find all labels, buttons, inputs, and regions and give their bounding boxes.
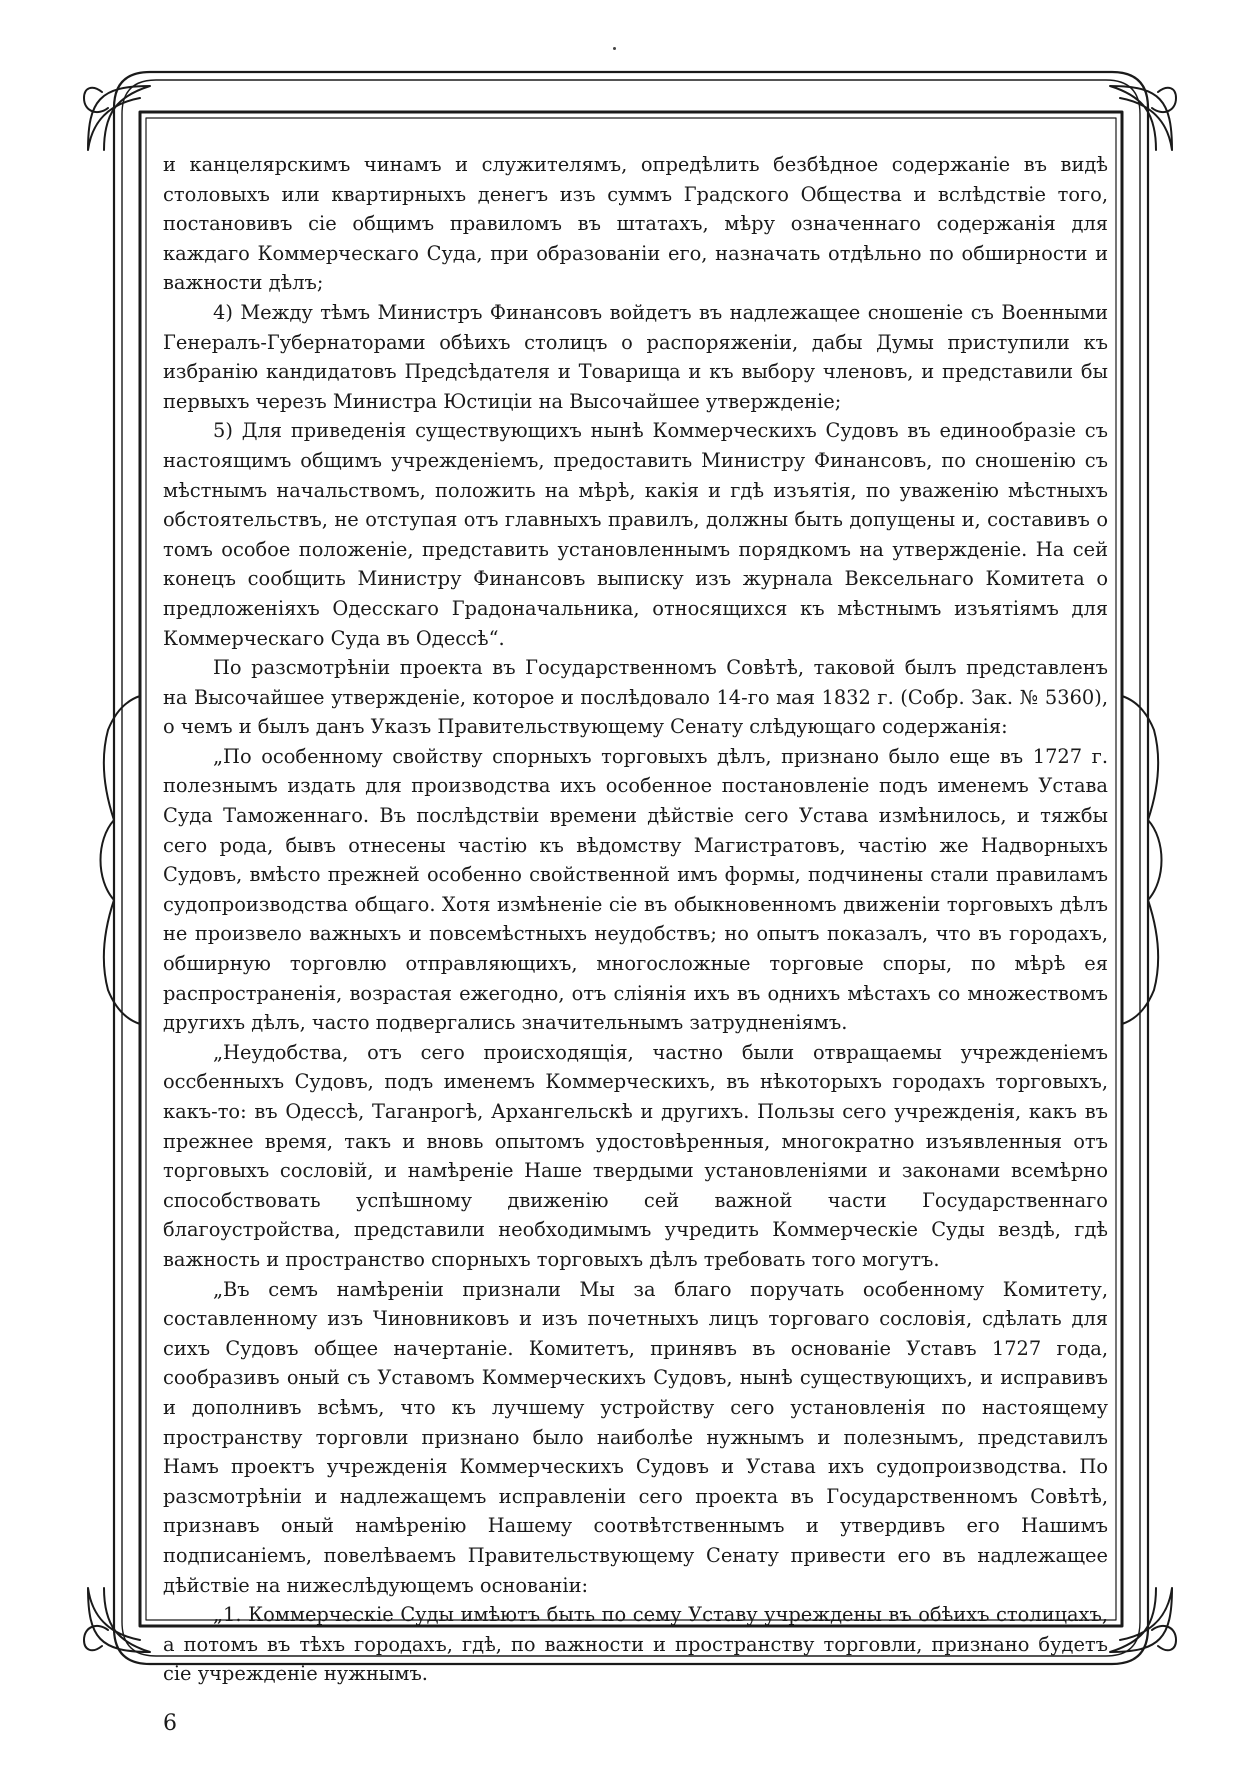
paragraph: „Неудобства, отъ сего происходящія, частно были отвращаемы учрежденіемъ оссбенныхъ Судовъ, подъ именемъ Коммерческихъ, въ нѣкоторыхъ городахъ торговыхъ, какъ-то: въ Одессѣ, Таганрогѣ, Архангельскѣ и другихъ. Пользы сего учрежденія, какъ въ прежнее время, такъ и вновь опытомъ удостовѣренныя, многократно изъявленныя отъ торговыхъ сословій, и намѣреніе Наше твердыми установленіями и законами всемѣрно способствовать успѣшному движенію сей важной части Государственнаго благоустройства, представили необходимымъ учредить Коммерческіе Суды вездѣ, гдѣ важность и пространство спорныхъ торговыхъ дѣлъ требовать того могутъ. — [163, 1040, 1108, 1271]
page-number: 6 — [163, 1711, 177, 1736]
paragraph: 4) Между тѣмъ Министръ Финансовъ войдетъ въ надлежащее сношеніе съ Военными Генералъ-Губернаторами обѣихъ столицъ о распоряженіи, дабы Думы приступили къ избранію кандидатовъ Предсѣдателя и Товарища и къ выбору членовъ, и представили бы первыхъ черезъ Министра Юстиціи на Высочайшее утвержденіе; — [163, 300, 1108, 413]
corner-flourish-bottom-right — [1110, 1588, 1176, 1652]
corner-flourish-bottom-left — [84, 1588, 150, 1652]
printer-mark-dot — [613, 47, 616, 50]
side-flourish-right — [1122, 696, 1162, 1024]
paragraph: „Въ семъ намѣреніи признали Мы за благо поручать особенному Комитету, составленному изъ Чиновниковъ и изъ почетныхъ лицъ торговаго сословія, сдѣлать для сихъ Судовъ общее начертаніе. Комитетъ, принявъ въ основаніе Уставъ 1727 года, сообразивъ оный съ Уставомъ Коммерческихъ Судовъ, нынѣ существующихъ, и исправивъ и дополнивъ всѣмъ, что къ лучшему устройству сего установленія по настоящему пространству торговли признано было наиболѣе нужнымъ и полезнымъ, представилъ Намъ проектъ учрежденія Коммерческихъ Судовъ и Устава ихъ судопроизводства. По разсмотрѣніи и надлежащемъ исправленіи сего проекта въ Государственномъ Совѣтѣ, признавъ оный намѣренію Нашему соотвѣтственнымъ и утвердивъ его Нашимъ подписаніемъ, повелѣваемъ Правительствующему Сенату привести его въ надлежащее дѣйствіе на нижеслѣдующемъ основаніи: — [163, 1277, 1108, 1597]
body-text — [163, 150, 1108, 1689]
paragraph: 5) Для приведенія существующихъ нынѣ Коммерческихъ Судовъ въ единообразіе съ настоящимъ общимъ учрежденіемъ, предоставить Министру Финансовъ, по сношенію съ мѣстнымъ начальствомъ, положить на мѣрѣ, какія и гдѣ изъятія, по уваженію мѣстныхъ обстоятельствъ, не отступая отъ главныхъ правилъ, должны быть допущены и, составивъ о томъ особое положеніе, представить установленнымъ порядкомъ на утвержденіе. На сей конецъ сообщить Министру Финансовъ выписку изъ журнала Вексельнаго Комитета о предложеніяхъ Одесскаго Градоначальника, относящихся къ мѣстнымъ изъятіямъ для Коммерческаго Суда въ Одессѣ“. — [163, 419, 1108, 650]
corner-flourish-top-left — [84, 86, 150, 150]
side-flourish-left — [101, 696, 141, 1024]
paragraph: и канцелярскимъ чинамъ и служителямъ, опредѣлить безбѣдное содержаніе въ видѣ столовыхъ или квартирныхъ денегъ изъ суммъ Градского Общества и вслѣдствіе того, постановивъ сіе общимъ правиломъ въ штатахъ, мѣру означеннаго содержанія для каждаго Коммерческаго Суда, при образованіи его, назначать отдѣльно по обширности и важности дѣлъ; — [163, 153, 1108, 295]
paragraph: „По особенному свойству спорныхъ торговыхъ дѣлъ, признано было еще въ 1727 г. полезнымъ издать для производства ихъ особенное постановленіе подъ именемъ Устава Суда Таможеннаго. Въ послѣдствіи времени дѣйствіе сего Устава измѣнилось, и тяжбы сего рода, бывъ отнесены частію къ вѣдомству Магистратовъ, частію же Надворныхъ Судовъ, вмѣсто прежней особенно свойственной имъ формы, подчинены стали правиламъ судопроизводства общаго. Хотя измѣненіе сіе въ обыкновенномъ движеніи торговыхъ дѣлъ не произвело важныхъ и повсемѣстныхъ неудобствъ; но опытъ показалъ, что въ городахъ, обширную торговлю отправляющихъ, многосложные торговые споры, по мѣрѣ ея распространенія, возрастая ежегодно, отъ сліянія ихъ въ однихъ мѣстахъ со множествомъ другихъ дѣлъ, часто подвергались значительнымъ затрудненіямъ. — [163, 744, 1108, 1035]
corner-flourish-top-right — [1110, 86, 1176, 150]
paragraph: По разсмотрѣніи проекта въ Государственномъ Совѣтѣ, таковой былъ представленъ на Высочайшее утвержденіе, которое и послѣдовало 14-го мая 1832 г. (Собр. Зак. № 5360), о чемъ и былъ данъ Указъ Правительствующему Сенату слѣдующаго содержанія: — [163, 656, 1108, 739]
paragraph: „1. Коммерческіе Суды имѣютъ быть по сему Уставу учреждены въ обѣихъ столицахъ, а потомъ въ тѣхъ городахъ, гдѣ, по важности и пространству торговли, признано будетъ сіе учрежденіе нужнымъ. — [163, 1603, 1108, 1686]
